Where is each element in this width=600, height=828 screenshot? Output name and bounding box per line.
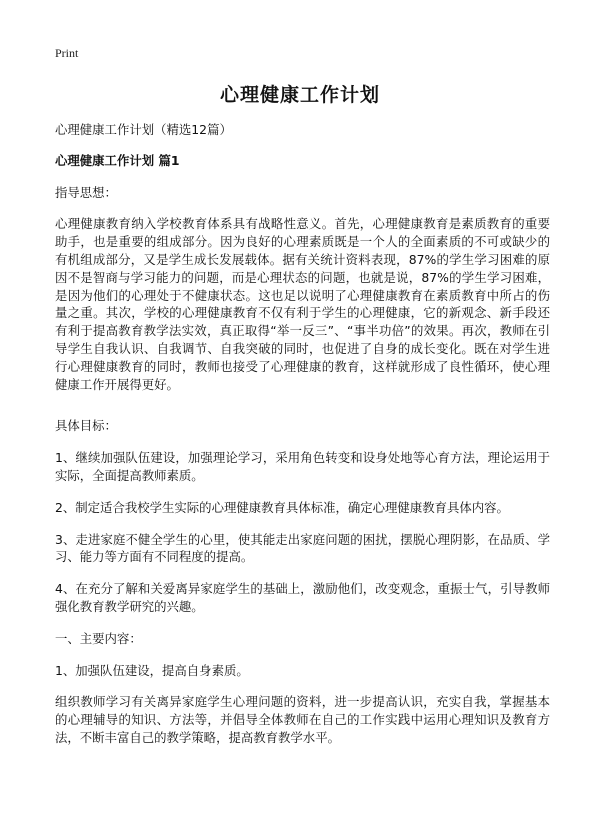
goals-label: 具体目标： xyxy=(55,418,117,434)
main-content-label: 一、主要内容： xyxy=(55,630,142,646)
goal-item-2: 2、制定适合我校学生实际的心理健康教育具体标准，确定心理健康教育具体内容。 xyxy=(55,499,509,515)
goal-item-3: 3、走进家庭不健全学生的心里，使其能走出家庭问题的困扰，摆脱心理阴影，在品质、学习、能力等方面有不同程度的提高。 xyxy=(55,531,550,565)
print-label[interactable]: Print xyxy=(55,46,79,60)
document-body xyxy=(55,121,550,761)
section-title: 心理健康工作计划 篇1 xyxy=(55,152,180,168)
goal-item-1: 1、继续加强队伍建设，加强理论学习，采用角色转变和设身处地等心育方法，理论运用于实际，全面提高教师素质。 xyxy=(55,450,550,483)
guiding-label: 指导思想： xyxy=(55,184,117,200)
goal-item-4: 4、在充分了解和关爱离异家庭学生的基础上，激励他们，改变观念，重振士气，引导教师强化教育教学研究的兴趣。 xyxy=(55,581,550,614)
item1-paragraph: 组织教师学习有关离异家庭学生心理问题的资料，进一步提高认识，充实自我，掌握基本的心理辅导的知识、方法等，并倡导全体教师在自己的工作实践中运用心理知识及教育方法，不断丰富自己的教学策略，提高教育教学水平。 xyxy=(55,694,550,745)
page-title: 心理健康工作计划 xyxy=(219,84,380,106)
item1-title: 1、加强队伍建设，提高自身素质。 xyxy=(55,662,249,678)
guiding-paragraph: 心理健康教育纳入学校教育体系具有战略性意义。首先，心理健康教育是素质教育的重要助手，也是重要的组成部分。因为良好的心理素质既是一个人的全面素质的不可或缺少的有机组成部分，又是学生成长发展载体。据有关统计资料表现，87%的学生学习困难的原因不是智商与学习能力的问题，而是心理状态的问题，也就是说，87%的学生学习困难，是因为他们的心理处于不健康状态。这也足以说明了心理健康教育在素质教育中所占的伤量之重。其次，学校的心理健康教育不仅有利于学生的心理健康，它的新观念、新手段还有利于提高教育教学法实效，真正取得“举一反三”、“事半功倍”的效果。再次，教师在引导学生自我认识、自我调节、自我突破的同时，也促进了自身的成长变化。既在对学生进行心理健康教育的同时，教师也接受了心理健康的教育，这样就形成了良性循环，使心理健康工作开展得更好。 xyxy=(55,216,550,392)
document-subtitle: 心理健康工作计划（精选12篇） xyxy=(55,122,232,137)
